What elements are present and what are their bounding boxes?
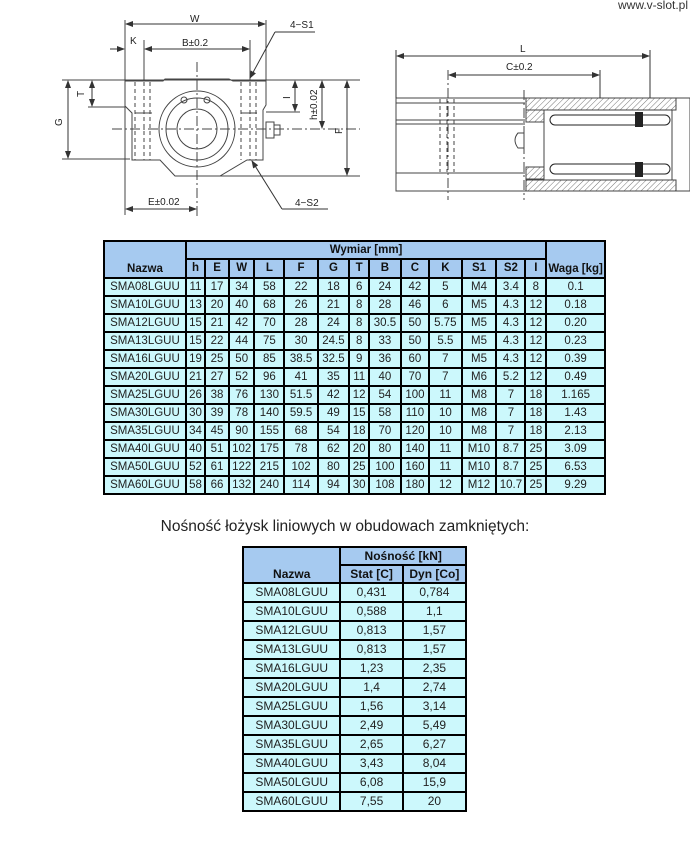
column-header-k: K	[429, 259, 461, 278]
cell-k: 10	[429, 404, 461, 422]
cell-i: 25	[525, 458, 546, 476]
cell-dyn: 2,35	[403, 659, 466, 678]
cell-c: 50	[401, 332, 430, 350]
cell-g: 49	[318, 404, 350, 422]
cell-f: 22	[284, 278, 317, 296]
cell-dyn: 1,57	[403, 640, 466, 659]
cell-h: 15	[186, 314, 205, 332]
table-row	[243, 697, 466, 716]
cell-e: 61	[205, 458, 229, 476]
cell-i: 12	[525, 368, 546, 386]
cell-s1: M4	[462, 278, 497, 296]
cell-k: 6	[429, 296, 461, 314]
cell-g: 35	[318, 368, 350, 386]
table-row	[104, 476, 605, 494]
cell-s2: 4.3	[496, 314, 525, 332]
cell-b: 40	[369, 368, 401, 386]
cell-name: SMA50LGUU	[104, 458, 186, 476]
cell-g: 54	[318, 422, 350, 440]
cell-stat: 2,65	[340, 735, 402, 754]
side-view	[396, 70, 690, 200]
cell-k: 12	[429, 476, 461, 494]
cell-name: SMA25LGUU	[104, 386, 186, 404]
label-F: F	[334, 127, 345, 134]
cell-h: 40	[186, 440, 205, 458]
cell-c: 140	[401, 440, 430, 458]
header-nazwa: Nazwa	[243, 547, 340, 583]
table-row	[243, 773, 466, 792]
cell-b: 70	[369, 422, 401, 440]
cell-k: 10	[429, 422, 461, 440]
table-row	[104, 296, 605, 314]
cell-b: 58	[369, 404, 401, 422]
cell-e: 22	[205, 332, 229, 350]
table-row	[243, 659, 466, 678]
cell-s1: M8	[462, 404, 497, 422]
cell-s2: 4.3	[496, 332, 525, 350]
cell-h: 30	[186, 404, 205, 422]
cell-w: 132	[229, 476, 254, 494]
header-dyn: Dyn [Co]	[403, 565, 466, 583]
cell-e: 20	[205, 296, 229, 314]
cell-b: 24	[369, 278, 401, 296]
cell-name: SMA40LGUU	[104, 440, 186, 458]
cell-i: 25	[525, 440, 546, 458]
cell-f: 114	[284, 476, 317, 494]
cell-t: 25	[349, 458, 369, 476]
cell-name: SMA13LGUU	[243, 640, 340, 659]
cell-c: 110	[401, 404, 430, 422]
cell-h: 21	[186, 368, 205, 386]
side-view-dimensions	[396, 50, 650, 98]
cell-g: 80	[318, 458, 350, 476]
cell-name: SMA12LGUU	[104, 314, 186, 332]
cell-stat: 7,55	[340, 792, 402, 811]
cell-c: 160	[401, 458, 430, 476]
cell-stat: 2,49	[340, 716, 402, 735]
cell-h: 19	[186, 350, 205, 368]
cell-w: 78	[229, 404, 254, 422]
technical-drawing	[0, 0, 690, 230]
cell-stat: 0,813	[340, 640, 402, 659]
cell-stat: 1,56	[340, 697, 402, 716]
cell-h: 15	[186, 332, 205, 350]
cell-c: 42	[401, 278, 430, 296]
cell-f: 28	[284, 314, 317, 332]
cell-dyn: 3,14	[403, 697, 466, 716]
cell-t: 9	[349, 350, 369, 368]
cell-weight: 0.23	[546, 332, 605, 350]
front-view-labels	[54, 14, 345, 209]
column-header-i: I	[525, 259, 546, 278]
label-S1: 4−S1	[290, 20, 314, 31]
cell-c: 180	[401, 476, 430, 494]
cell-dyn: 8,04	[403, 754, 466, 773]
column-header-c: C	[401, 259, 430, 278]
cell-stat: 6,08	[340, 773, 402, 792]
cell-weight: 0.18	[546, 296, 605, 314]
cell-s2: 7	[496, 422, 525, 440]
cell-f: 51.5	[284, 386, 317, 404]
cell-dyn: 6,27	[403, 735, 466, 754]
cell-e: 38	[205, 386, 229, 404]
cell-c: 70	[401, 368, 430, 386]
cell-w: 76	[229, 386, 254, 404]
cell-b: 100	[369, 458, 401, 476]
cell-b: 108	[369, 476, 401, 494]
cell-t: 8	[349, 314, 369, 332]
header-nazwa: Nazwa	[104, 241, 186, 278]
cell-weight: 0.49	[546, 368, 605, 386]
cell-s2: 3.4	[496, 278, 525, 296]
capacity-caption: Nośność łożysk liniowych w obudowach zamkniętych:	[160, 518, 530, 535]
cell-f: 59.5	[284, 404, 317, 422]
cell-k: 11	[429, 386, 461, 404]
cell-s1: M10	[462, 440, 497, 458]
cell-s1: M8	[462, 422, 497, 440]
cell-l: 215	[254, 458, 284, 476]
front-view-dimensions	[68, 24, 347, 209]
label-B: B±0.2	[182, 38, 209, 49]
cell-l: 70	[254, 314, 284, 332]
cell-b: 30.5	[369, 314, 401, 332]
cell-k: 11	[429, 458, 461, 476]
cell-k: 7	[429, 368, 461, 386]
cell-stat: 3,43	[340, 754, 402, 773]
header-nosnosc: Nośność [kN]	[340, 547, 466, 565]
cell-stat: 0,431	[340, 583, 402, 602]
cell-name: SMA40LGUU	[243, 754, 340, 773]
cell-s2: 10.7	[496, 476, 525, 494]
cell-i: 12	[525, 332, 546, 350]
cell-l: 85	[254, 350, 284, 368]
cell-h: 13	[186, 296, 205, 314]
cell-b: 28	[369, 296, 401, 314]
column-header-b: B	[369, 259, 401, 278]
table-row	[104, 386, 605, 404]
cell-b: 54	[369, 386, 401, 404]
cell-t: 6	[349, 278, 369, 296]
cell-l: 155	[254, 422, 284, 440]
cell-f: 41	[284, 368, 317, 386]
cell-dyn: 1,1	[403, 602, 466, 621]
cell-c: 100	[401, 386, 430, 404]
cell-g: 21	[318, 296, 350, 314]
cell-s2: 8.7	[496, 458, 525, 476]
header-wymiar: Wymiar [mm]	[186, 241, 546, 259]
column-header-s2: S2	[496, 259, 525, 278]
cell-h: 52	[186, 458, 205, 476]
cell-t: 8	[349, 332, 369, 350]
cell-k: 5.75	[429, 314, 461, 332]
cell-dyn: 1,57	[403, 621, 466, 640]
cell-name: SMA08LGUU	[104, 278, 186, 296]
label-I: I	[282, 96, 293, 99]
cell-h: 34	[186, 422, 205, 440]
cell-t: 30	[349, 476, 369, 494]
column-header-f: F	[284, 259, 317, 278]
cell-l: 140	[254, 404, 284, 422]
cell-g: 24	[318, 314, 350, 332]
cell-s1: M10	[462, 458, 497, 476]
cell-w: 50	[229, 350, 254, 368]
cell-c: 120	[401, 422, 430, 440]
column-header-w: W	[229, 259, 254, 278]
cell-weight: 9.29	[546, 476, 605, 494]
cell-t: 18	[349, 422, 369, 440]
cell-name: SMA30LGUU	[104, 404, 186, 422]
cell-i: 18	[525, 386, 546, 404]
table-row	[104, 368, 605, 386]
cell-k: 5	[429, 278, 461, 296]
column-header-s1: S1	[462, 259, 497, 278]
cell-e: 27	[205, 368, 229, 386]
cell-weight: 6.53	[546, 458, 605, 476]
cell-s1: M12	[462, 476, 497, 494]
cell-stat: 0,813	[340, 621, 402, 640]
cell-w: 52	[229, 368, 254, 386]
cell-name: SMA12LGUU	[243, 621, 340, 640]
column-header-e: E	[205, 259, 229, 278]
column-header-t: T	[349, 259, 369, 278]
header-stat: Stat [C]	[340, 565, 402, 583]
cell-g: 24.5	[318, 332, 350, 350]
cell-stat: 1,23	[340, 659, 402, 678]
header-waga: Waga [kg]	[546, 241, 605, 278]
column-header-l: L	[254, 259, 284, 278]
cell-w: 40	[229, 296, 254, 314]
cell-f: 68	[284, 422, 317, 440]
table-row	[104, 278, 605, 296]
cell-i: 18	[525, 404, 546, 422]
cell-s1: M5	[462, 314, 497, 332]
cell-s1: M5	[462, 332, 497, 350]
watermark: www.v-slot.pl	[617, 0, 688, 12]
cell-weight: 3.09	[546, 440, 605, 458]
label-E: E±0.02	[148, 197, 180, 208]
cell-w: 44	[229, 332, 254, 350]
cell-t: 8	[349, 296, 369, 314]
label-L: L	[520, 44, 526, 55]
cell-t: 12	[349, 386, 369, 404]
cell-weight: 0.1	[546, 278, 605, 296]
table-row	[104, 440, 605, 458]
cell-i: 12	[525, 314, 546, 332]
cell-e: 45	[205, 422, 229, 440]
cell-weight: 1.165	[546, 386, 605, 404]
cell-l: 58	[254, 278, 284, 296]
label-W: W	[190, 14, 200, 25]
cell-l: 68	[254, 296, 284, 314]
cell-name: SMA13LGUU	[104, 332, 186, 350]
cell-name: SMA16LGUU	[243, 659, 340, 678]
cell-k: 7	[429, 350, 461, 368]
table-row	[104, 458, 605, 476]
cell-name: SMA10LGUU	[104, 296, 186, 314]
cell-i: 12	[525, 350, 546, 368]
cell-weight: 0.20	[546, 314, 605, 332]
dimensions-table	[103, 240, 606, 495]
cell-l: 175	[254, 440, 284, 458]
cell-name: SMA25LGUU	[243, 697, 340, 716]
table-row	[104, 350, 605, 368]
cell-t: 15	[349, 404, 369, 422]
cell-dyn: 15,9	[403, 773, 466, 792]
cell-weight: 1.43	[546, 404, 605, 422]
cell-e: 25	[205, 350, 229, 368]
cell-g: 94	[318, 476, 350, 494]
cell-i: 18	[525, 422, 546, 440]
cell-s1: M6	[462, 368, 497, 386]
cell-h: 26	[186, 386, 205, 404]
table-row	[104, 404, 605, 422]
cell-f: 30	[284, 332, 317, 350]
cell-w: 42	[229, 314, 254, 332]
cell-name: SMA35LGUU	[243, 735, 340, 754]
cell-s1: M8	[462, 386, 497, 404]
capacity-header-row-1	[243, 547, 466, 565]
cell-g: 32.5	[318, 350, 350, 368]
cell-f: 38.5	[284, 350, 317, 368]
cell-name: SMA60LGUU	[104, 476, 186, 494]
table-row	[243, 583, 466, 602]
cell-s2: 8.7	[496, 440, 525, 458]
cell-c: 46	[401, 296, 430, 314]
cell-name: SMA08LGUU	[243, 583, 340, 602]
cell-e: 51	[205, 440, 229, 458]
cell-i: 12	[525, 296, 546, 314]
cell-g: 42	[318, 386, 350, 404]
table-row	[243, 602, 466, 621]
cell-name: SMA16LGUU	[104, 350, 186, 368]
cell-c: 50	[401, 314, 430, 332]
table-row	[104, 332, 605, 350]
table-row	[243, 735, 466, 754]
cell-w: 102	[229, 440, 254, 458]
cell-b: 36	[369, 350, 401, 368]
cell-name: SMA60LGUU	[243, 792, 340, 811]
cell-dyn: 0,784	[403, 583, 466, 602]
capacity-table	[242, 546, 467, 812]
cell-weight: 0.39	[546, 350, 605, 368]
cell-k: 11	[429, 440, 461, 458]
label-h: h±0.02	[309, 89, 320, 120]
cell-e: 21	[205, 314, 229, 332]
cell-l: 96	[254, 368, 284, 386]
cell-l: 240	[254, 476, 284, 494]
cell-name: SMA50LGUU	[243, 773, 340, 792]
cell-name: SMA20LGUU	[104, 368, 186, 386]
label-T: T	[76, 90, 87, 97]
cell-e: 17	[205, 278, 229, 296]
table-row	[104, 422, 605, 440]
column-header-g: G	[318, 259, 350, 278]
cell-stat: 0,588	[340, 602, 402, 621]
table-row	[243, 754, 466, 773]
cell-h: 58	[186, 476, 205, 494]
cell-i: 8	[525, 278, 546, 296]
column-header-h: h	[186, 259, 205, 278]
table-row	[243, 621, 466, 640]
cell-dyn: 20	[403, 792, 466, 811]
cell-w: 34	[229, 278, 254, 296]
table-row	[104, 314, 605, 332]
cell-f: 26	[284, 296, 317, 314]
cell-dyn: 2,74	[403, 678, 466, 697]
cell-s1: M5	[462, 296, 497, 314]
cell-g: 62	[318, 440, 350, 458]
cell-k: 5.5	[429, 332, 461, 350]
table-row	[243, 716, 466, 735]
cell-w: 90	[229, 422, 254, 440]
label-C: C±0.2	[506, 62, 533, 73]
label-G: G	[54, 118, 65, 126]
cell-f: 78	[284, 440, 317, 458]
cell-s2: 7	[496, 404, 525, 422]
cell-h: 11	[186, 278, 205, 296]
ball-rows	[550, 112, 670, 177]
cell-l: 75	[254, 332, 284, 350]
cell-c: 60	[401, 350, 430, 368]
cell-name: SMA35LGUU	[104, 422, 186, 440]
cell-s1: M5	[462, 350, 497, 368]
cell-weight: 2.13	[546, 422, 605, 440]
cell-w: 122	[229, 458, 254, 476]
cell-b: 80	[369, 440, 401, 458]
cell-t: 11	[349, 368, 369, 386]
cell-s2: 5.2	[496, 368, 525, 386]
cell-s2: 4.3	[496, 350, 525, 368]
label-K: K	[130, 36, 137, 47]
cell-f: 102	[284, 458, 317, 476]
label-S2: 4−S2	[295, 198, 319, 209]
cell-name: SMA10LGUU	[243, 602, 340, 621]
cell-g: 18	[318, 278, 350, 296]
cell-name: SMA20LGUU	[243, 678, 340, 697]
dimensions-header-row-1	[104, 241, 605, 259]
cell-s2: 7	[496, 386, 525, 404]
table-row	[243, 678, 466, 697]
table-row	[243, 640, 466, 659]
cell-name: SMA30LGUU	[243, 716, 340, 735]
cell-stat: 1,4	[340, 678, 402, 697]
cell-dyn: 5,49	[403, 716, 466, 735]
cell-l: 130	[254, 386, 284, 404]
cell-t: 20	[349, 440, 369, 458]
cell-e: 66	[205, 476, 229, 494]
cell-e: 39	[205, 404, 229, 422]
table-row	[243, 792, 466, 811]
cell-i: 25	[525, 476, 546, 494]
cell-s2: 4.3	[496, 296, 525, 314]
cell-b: 33	[369, 332, 401, 350]
